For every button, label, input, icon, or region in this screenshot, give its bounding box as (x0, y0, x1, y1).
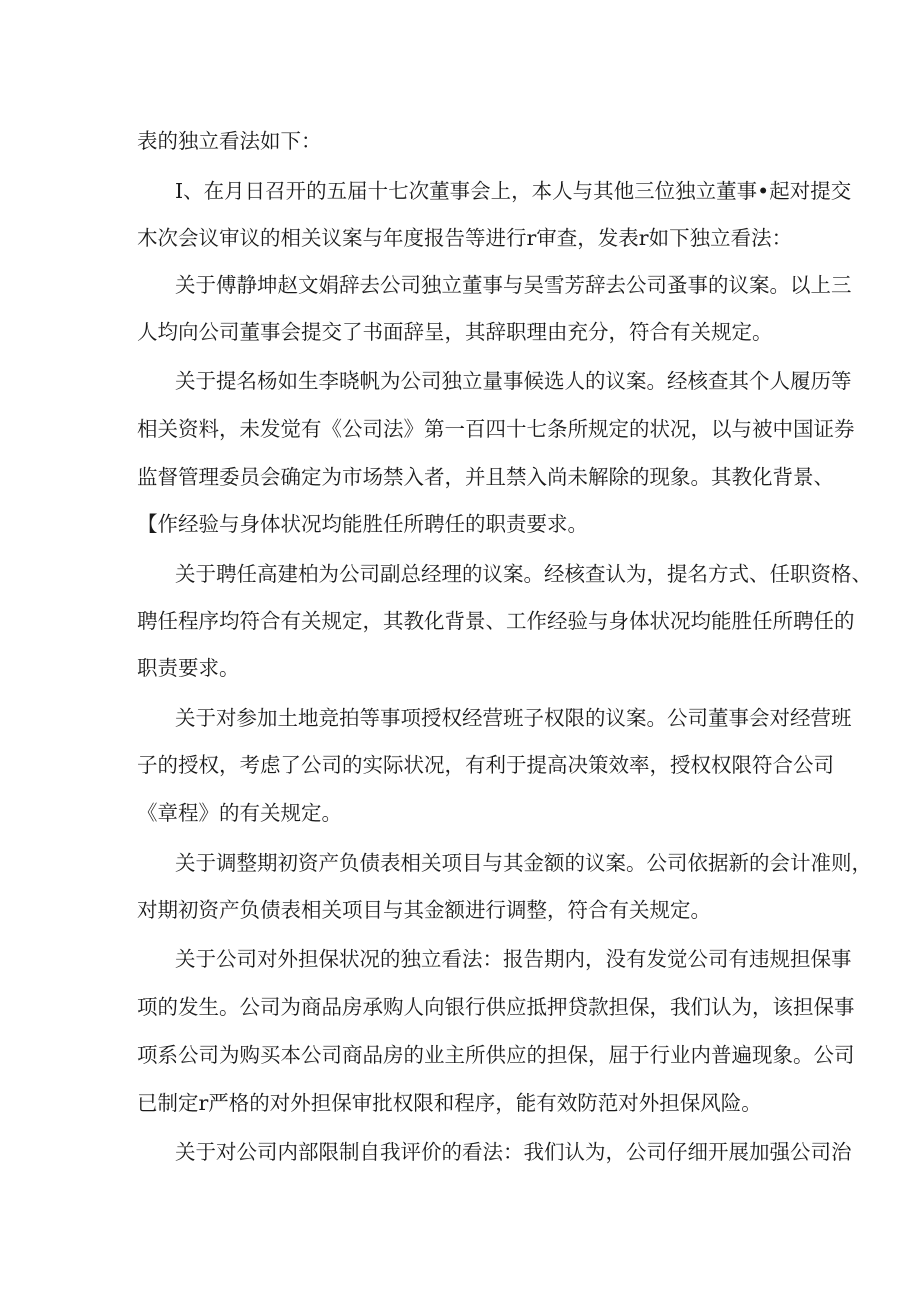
text-line: I、在月日召开的五届十七次董事会上，本人与其他三位独立董事•起对提交 (175, 179, 852, 203)
text-line: 关于对参加土地竞拍等事项授权经营班子权限的议案。公司董事会对经营班 (175, 706, 852, 730)
text-line: 关于提名杨如生李晓帆为公司独立量事候选人的议案。经核查其个人履历等 (175, 369, 852, 393)
text-line: 关于公司对外担保状况的独立看法：报告期内，没有发觉公司有违规担保事 (175, 947, 852, 971)
text-line: 相关资料，未发觉有《公司法》第一百四十七条所规定的状况，以与被中国证券 (137, 417, 855, 441)
text-line: 关于傅静坤赵文娟辞去公司独立董事与吴雪芳辞去公司蚤事的议案。以上三 (175, 273, 852, 297)
text-line: 项的发生。公司为商品房承购人向银行供应抵押贷款担保，我们认为，该担保事 (137, 995, 855, 1019)
text-line: 项系公司为购买本公司商品房的业主所供应的担保，屈于行业内普遍现象。公司 (137, 1043, 855, 1067)
text-line: 已制定r严格的对外担保审批权限和程序，能有效防范对外担保风险。 (137, 1091, 762, 1115)
text-line: 聘任程序均符合有关规定，其教化背景、工作经验与身体状况均能胜任所聘任的 (137, 609, 855, 633)
text-line: 监督管理委员会确定为市场禁入者，并且禁入尚未解除的现象。其教化背景、 (137, 465, 834, 489)
text-line: 人均向公司董事会提交了书面辞呈，其辞职理由充分，符合有关规定。 (137, 320, 773, 344)
text-line: 对期初资产负债表相关项目与其金额进行调整，符合有关规定。 (137, 898, 711, 922)
text-line: 表的独立看法如下： (137, 129, 322, 153)
text-line: 《章程》的有关规定。 (137, 801, 342, 825)
text-line: 关于对公司内部限制自我评价的看法：我们认为，公司仔细开展加强公司治 (175, 1140, 852, 1164)
text-line: 子的授权，考虑了公司的实际状况，有利于提高决策效率，授权权限符合公司 (137, 753, 834, 777)
text-line: 木次会议审议的相关议案与年度报告等进行r审查，发表r如下独立看法： (137, 226, 793, 250)
text-line: 【作经验与身体状况均能胜任所聘任的职责要求。 (137, 512, 588, 536)
text-line: 关于调整期初资产负债表相关项目与其金额的议案。公司依据新的会计准则， (175, 851, 872, 875)
text-line: 关于聘任高建柏为公司副总经理的议案。经核查认为，提名方式、任职资格、 (175, 562, 872, 586)
text-line: 职责要求。 (137, 656, 240, 680)
